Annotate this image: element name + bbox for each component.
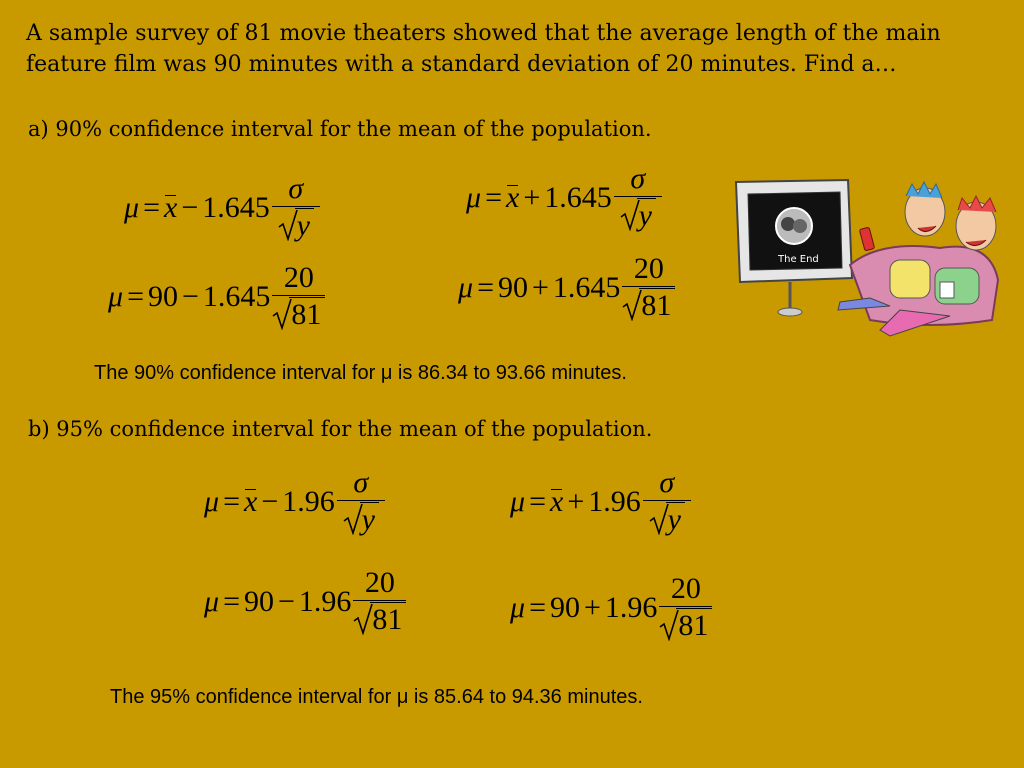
- n-value: 81: [676, 608, 712, 641]
- sigma-over-root-y: [643, 468, 691, 535]
- sigma-over-root-y: [614, 164, 662, 231]
- equals-sign: =: [529, 484, 546, 518]
- minus-sign: −: [261, 484, 279, 518]
- plus-sign: +: [531, 270, 549, 304]
- y-symbol: y: [637, 198, 656, 231]
- part-b-heading: b) 95% confidence interval for the mean of the population.: [28, 417, 653, 441]
- n-value: 81: [370, 602, 406, 635]
- n-value: 81: [289, 297, 325, 330]
- equation-b-lower-symbolic: [204, 468, 385, 535]
- plus-sign: +: [567, 484, 585, 518]
- z-value: 1.645: [552, 270, 621, 304]
- mu-symbol: μ: [510, 484, 526, 518]
- sd-value: 20: [283, 261, 314, 294]
- mean-value: 90: [549, 590, 580, 624]
- z-value: 1.645: [202, 279, 271, 313]
- couple-watching-tv-illustration: [730, 170, 1010, 345]
- minus-sign: −: [181, 190, 199, 224]
- mu-symbol: μ: [108, 279, 124, 313]
- equals-sign: =: [529, 590, 546, 624]
- equation-a-upper-numeric: [458, 254, 675, 321]
- mu-symbol: μ: [204, 584, 220, 618]
- plus-sign: +: [583, 590, 601, 624]
- equals-sign: =: [477, 270, 494, 304]
- equals-sign: =: [127, 279, 144, 313]
- problem-statement: A sample survey of 81 movie theaters showed that the average length of the main feature film was 90 minutes with a standard deviation of 20 minutes. Find a…: [26, 21, 941, 77]
- equation-b-upper-symbolic: [510, 468, 691, 535]
- sd-value: 20: [670, 572, 701, 605]
- tv-scene-icon: [730, 170, 1010, 345]
- plus-sign: +: [523, 180, 541, 214]
- sd-over-root-n: [622, 254, 675, 321]
- equation-b-upper-numeric: [510, 574, 712, 641]
- y-symbol: y: [360, 502, 379, 535]
- mu-symbol: μ: [204, 484, 220, 518]
- equals-sign: =: [223, 484, 240, 518]
- mean-value: 90: [497, 270, 528, 304]
- sd-value: 20: [633, 252, 664, 285]
- minus-sign: −: [277, 584, 295, 618]
- minus-sign: −: [181, 279, 199, 313]
- equation-a-upper-symbolic: [466, 164, 662, 231]
- sd-value: 20: [364, 566, 395, 599]
- equals-sign: =: [485, 180, 502, 214]
- z-value: 1.96: [298, 584, 352, 618]
- sigma-symbol: σ: [630, 162, 646, 195]
- mu-symbol: μ: [124, 190, 140, 224]
- xbar-symbol: x: [549, 484, 564, 518]
- equation-b-lower-numeric: [204, 568, 406, 635]
- y-symbol: y: [295, 208, 314, 241]
- equals-sign: =: [223, 584, 240, 618]
- equation-a-lower-symbolic: [124, 174, 320, 241]
- n-value: 81: [639, 288, 675, 321]
- sigma-symbol: σ: [353, 466, 369, 499]
- mu-symbol: μ: [466, 180, 482, 214]
- z-value: 1.645: [202, 190, 270, 224]
- sigma-over-root-y: [337, 468, 385, 535]
- xbar-symbol: x: [163, 190, 178, 224]
- part-a-heading: a) 90% confidence interval for the mean of the population.: [28, 117, 652, 141]
- mu-symbol: μ: [510, 590, 526, 624]
- equals-sign: =: [143, 190, 160, 224]
- xbar-symbol: x: [243, 484, 258, 518]
- tv-end-text: The End: [778, 254, 819, 265]
- sigma-over-root-y: [272, 174, 320, 241]
- z-value: 1.96: [282, 484, 335, 518]
- mean-value: 90: [147, 279, 178, 313]
- sigma-symbol: σ: [659, 466, 675, 499]
- z-value: 1.645: [544, 180, 612, 214]
- sd-over-root-n: [272, 263, 325, 330]
- z-value: 1.96: [604, 590, 658, 624]
- z-value: 1.96: [588, 484, 641, 518]
- part-a-answer: The 90% confidence interval for μ is 86.34 to 93.66 minutes.: [94, 362, 627, 384]
- sd-over-root-n: [659, 574, 712, 641]
- xbar-symbol: x: [505, 180, 520, 214]
- y-symbol: y: [666, 502, 685, 535]
- sigma-symbol: σ: [288, 172, 304, 205]
- sd-over-root-n: [353, 568, 406, 635]
- equation-a-lower-numeric: [108, 263, 325, 330]
- mean-value: 90: [243, 584, 274, 618]
- part-b-answer: The 95% confidence interval for μ is 85.64 to 94.36 minutes.: [110, 686, 643, 708]
- mu-symbol: μ: [458, 270, 474, 304]
